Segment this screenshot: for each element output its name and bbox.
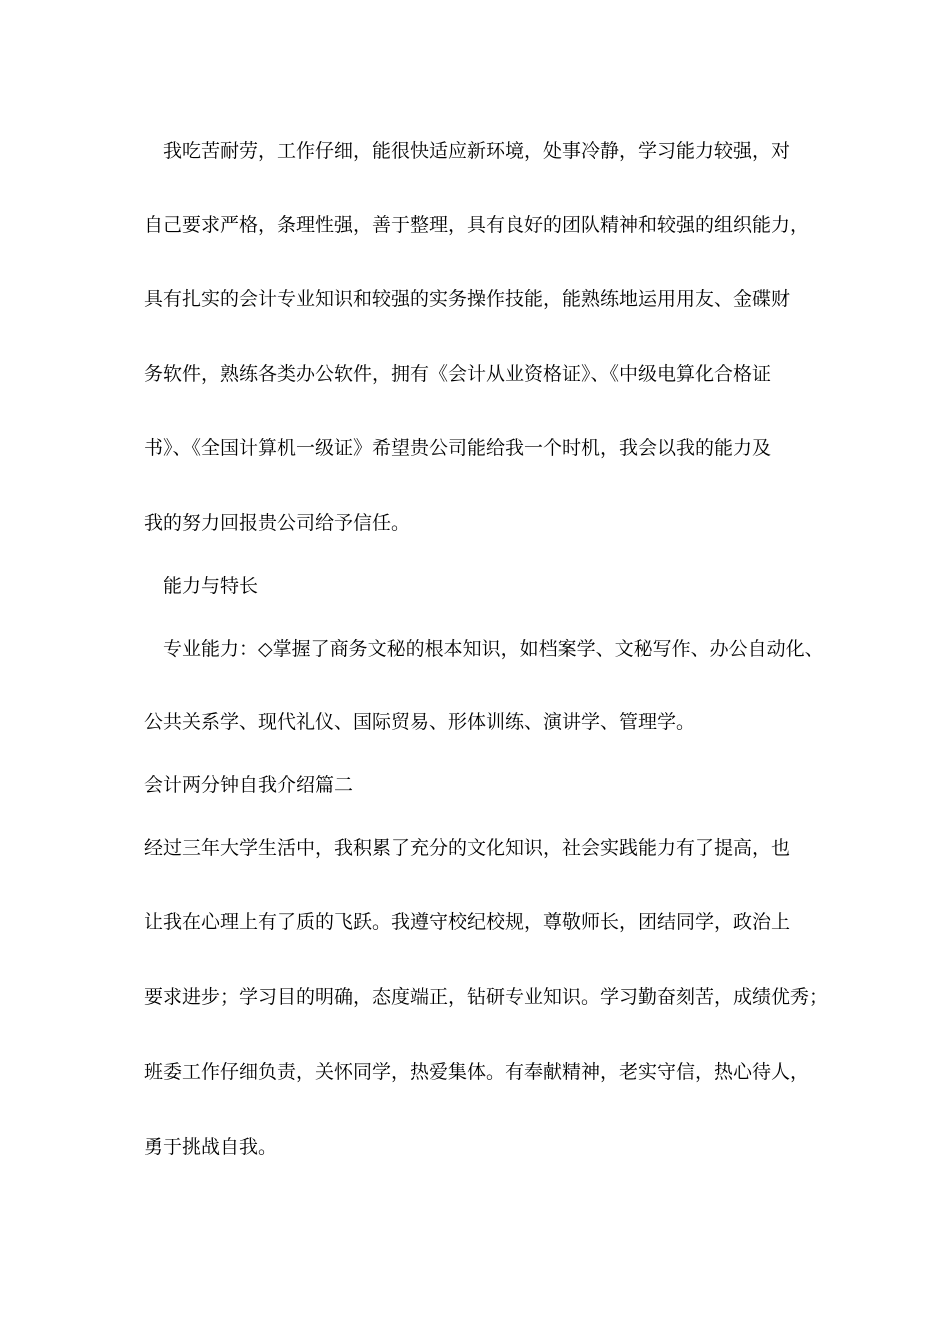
paragraph-line: 要求进步；学习目的明确，态度端正，钻研专业知识。学习勤奋刻苦，成绩优秀； (144, 986, 829, 1008)
paragraph-line: 我的努力回报贵公司给予信任。 (144, 512, 411, 534)
paragraph-line: 勇于挑战自我。 (144, 1136, 278, 1158)
paragraph-line: 公共关系学、现代礼仪、国际贸易、形体训练、演讲学、管理学。 (144, 711, 696, 733)
section-heading: 能力与特长 (144, 575, 259, 597)
paragraph-line: 我吃苦耐劳，工作仔细，能很快适应新环境，处事冷静，学习能力较强，对 (144, 140, 791, 162)
paragraph-line: 经过三年大学生活中，我积累了充分的文化知识，社会实践能力有了提高，也 (144, 837, 791, 859)
paragraph-line: 书》、《全国计算机一级证》希望贵公司能给我一个时机，我会以我的能力及 (144, 437, 772, 459)
article-title: 会计两分钟自我介绍篇二 (144, 774, 354, 796)
paragraph-line: 具有扎实的会计专业知识和较强的实务操作技能，能熟练地运用用友、金碟财 (144, 288, 791, 310)
paragraph-line: 务软件，熟练各类办公软件，拥有《会计从业资格证》、《中级电算化合格证 (144, 363, 772, 385)
paragraph-line: 让我在心理上有了质的飞跃。我遵守校纪校规，尊敬师长，团结同学，政治上 (144, 911, 791, 933)
paragraph-line: 班委工作仔细负责，关怀同学，热爱集体。有奉献精神，老实守信，热心待人， (144, 1061, 810, 1083)
paragraph-line: 专业能力：◇掌握了商务文秘的根本知识，如档案学、文秘写作、办公自动化、 (144, 638, 824, 660)
paragraph-line: 自己要求严格，条理性强，善于整理，具有良好的团队精神和较强的组织能力， (144, 214, 810, 236)
